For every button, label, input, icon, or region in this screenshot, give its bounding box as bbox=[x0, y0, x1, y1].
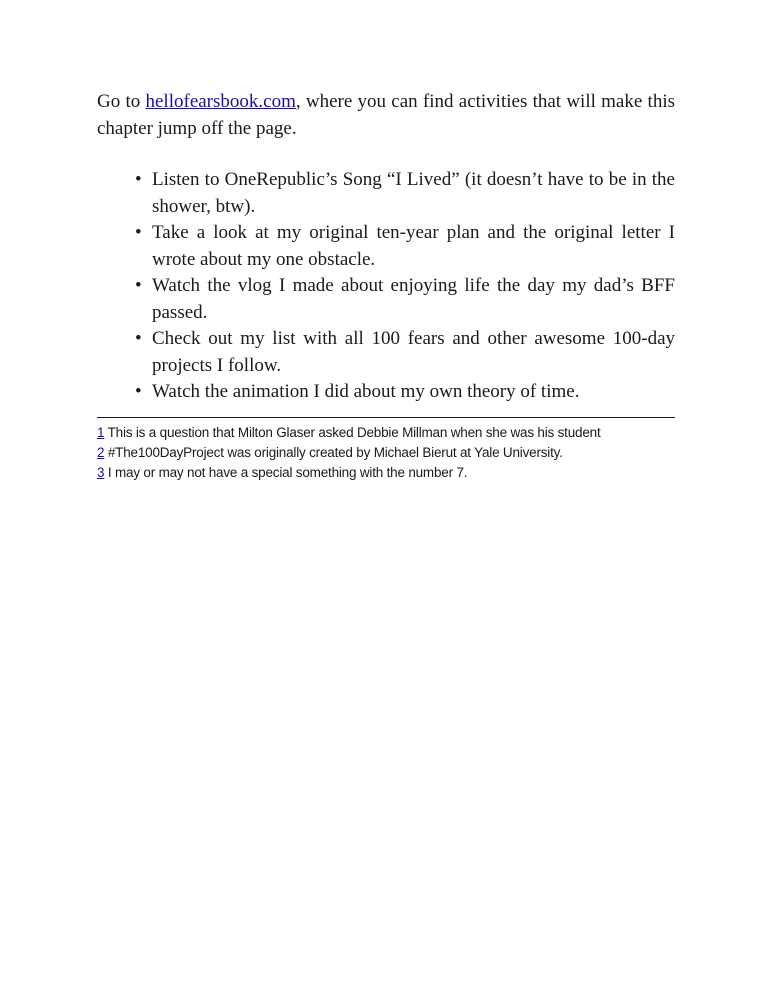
footnote-text: #The100DayProject was originally created by Michael Bierut at Yale University. bbox=[104, 444, 563, 460]
footnote bbox=[97, 443, 675, 463]
list-item: • Watch the vlog I made about enjoying life the day my dad’s BFF passed. bbox=[152, 273, 675, 326]
activity-list bbox=[97, 167, 675, 406]
page-content bbox=[97, 88, 675, 483]
intro-paragraph bbox=[97, 88, 675, 142]
footnotes bbox=[97, 423, 675, 483]
footnote-divider bbox=[97, 417, 675, 418]
footnote bbox=[97, 423, 675, 443]
list-item: • Take a look at my original ten-year plan and the original letter I wrote about my one obstacle. bbox=[152, 220, 675, 273]
hellofearsbook-link[interactable]: hellofearsbook.com bbox=[145, 91, 296, 112]
footnote-ref-link[interactable]: 3 bbox=[97, 464, 105, 480]
list-item: • Check out my list with all 100 fears and other awesome 100-day projects I follow. bbox=[152, 326, 675, 379]
footnote-ref-link[interactable]: 2 bbox=[97, 444, 105, 460]
intro-text-after-link: , where you can find activities that will make this chapter jump off the page. bbox=[97, 91, 675, 139]
footnote-text: I may or may not have a special something with the number 7. bbox=[104, 464, 468, 480]
footnote-text: This is a question that Milton Glaser asked Debbie Millman when she was his student bbox=[104, 424, 601, 440]
list-item: • Listen to OneRepublic’s Song “I Lived” (it doesn’t have to be in the shower, btw). bbox=[152, 167, 675, 220]
list-item: • Watch the animation I did about my own theory of time. bbox=[152, 379, 675, 406]
footnote bbox=[97, 463, 675, 483]
footnote-ref-link[interactable]: 1 bbox=[97, 424, 105, 440]
intro-text-before-link: Go to bbox=[97, 91, 146, 112]
